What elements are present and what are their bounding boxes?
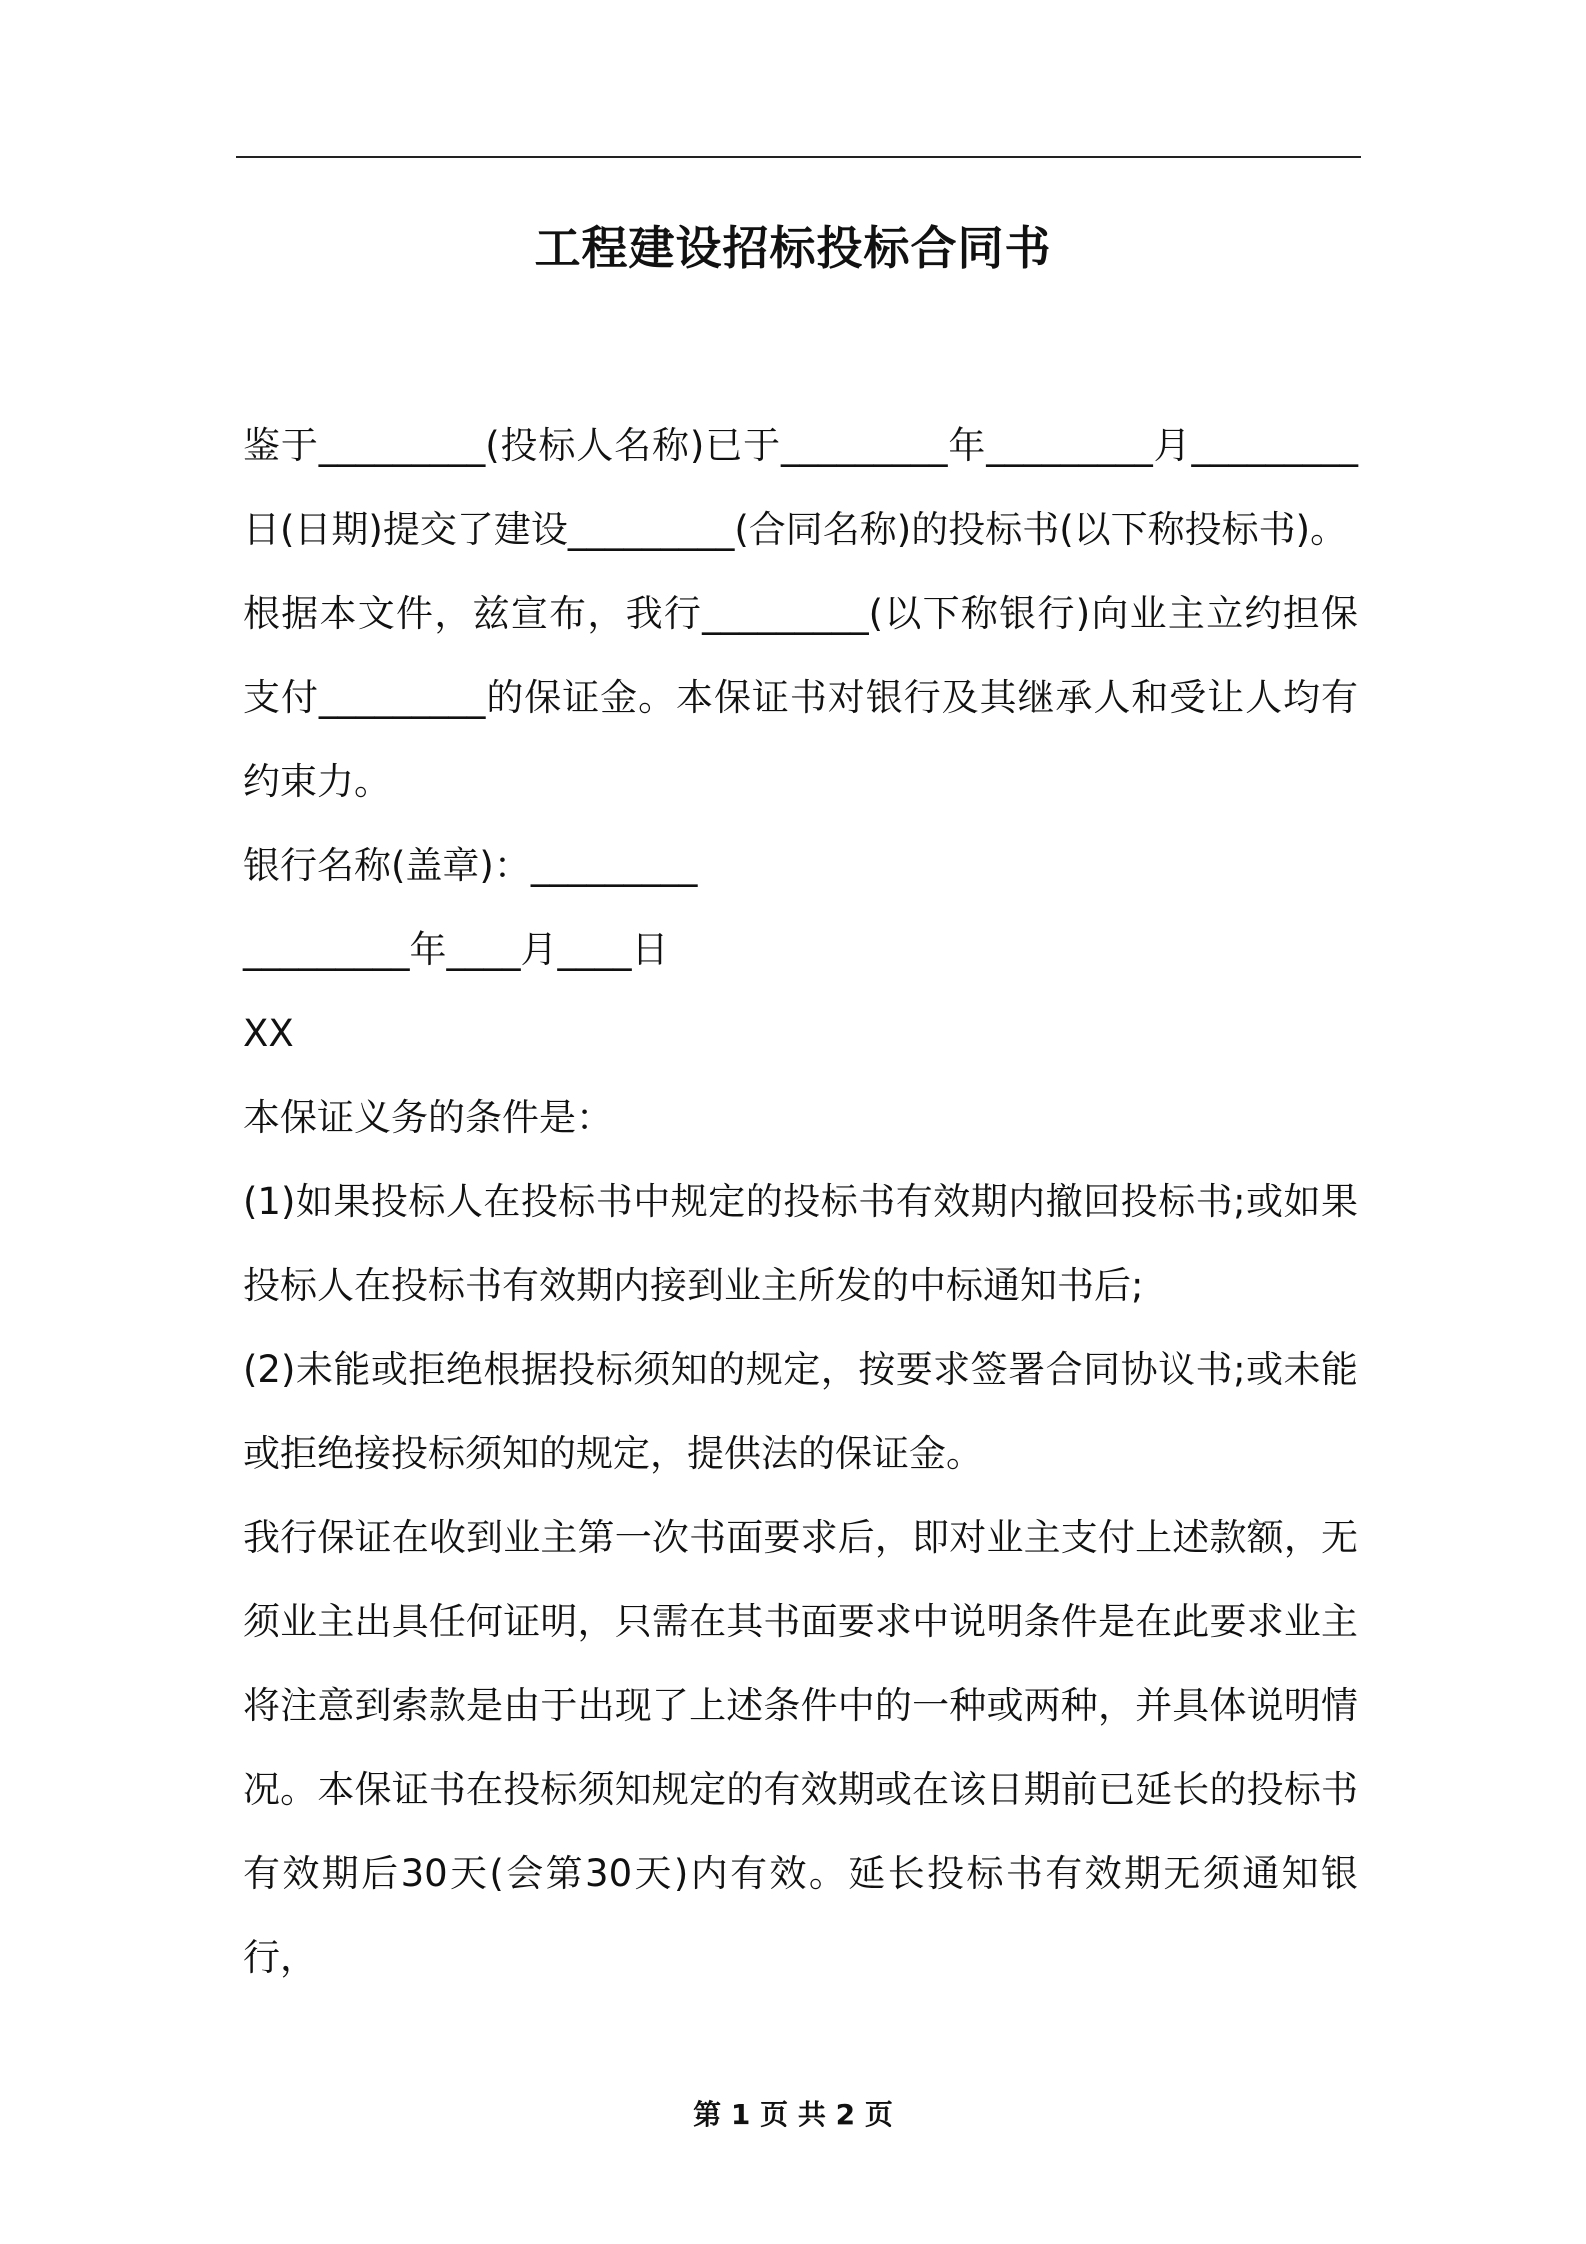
paragraph-guarantee: 我行保证在收到业主第一次书面要求后，即对业主支付上述款额，无须业主出具任何证明，只需在其书面要求中说明条件是在此要求业主将注意到索款是由于出现了上述条件中的一种或两种，并具体说明情况。本保证书在投标须知规定的有效期或在该日期前已延长的投标书有效期后30天(会第30天)内有效。延长投标书有效期无须通知银行，: [243, 1516, 1358, 1979]
paragraph-condition-2: (2)未能或拒绝根据投标须知的规定，按要求签署合同协议书;或未能或拒绝接投标须知的规定，提供法的保证金。: [243, 1348, 1358, 1475]
document-body: [243, 404, 1358, 2000]
header-rule: [236, 156, 1361, 158]
page-footer: 第 1 页 共 2 页: [693, 2098, 893, 2131]
paragraph-bank-name: 银行名称(盖章)：_________: [243, 844, 698, 887]
paragraph-condition-1: (1)如果投标人在投标书中规定的投标书有效期内撤回投标书;或如果投标人在投标书有效期内接到业主所发的中标通知书后;: [243, 1180, 1358, 1307]
paragraph-conditions-heading: 本保证义务的条件是：: [243, 1096, 613, 1139]
paragraph-preamble: 鉴于_________(投标人名称)已于_________年_________月_________日(日期)提交了建设_________(合同名称)的投标书(以下称投标书)。: [243, 424, 1358, 551]
paragraph-xx: XX: [243, 1012, 294, 1055]
document-title: 工程建设招标投标合同书: [534, 221, 1052, 275]
paragraph-date: _________年____月____日: [243, 928, 669, 971]
paragraph-declaration: 根据本文件，兹宣布，我行_________(以下称银行)向业主立约担保支付_________的保证金。本保证书对银行及其继承人和受让人均有约束力。: [243, 592, 1358, 803]
